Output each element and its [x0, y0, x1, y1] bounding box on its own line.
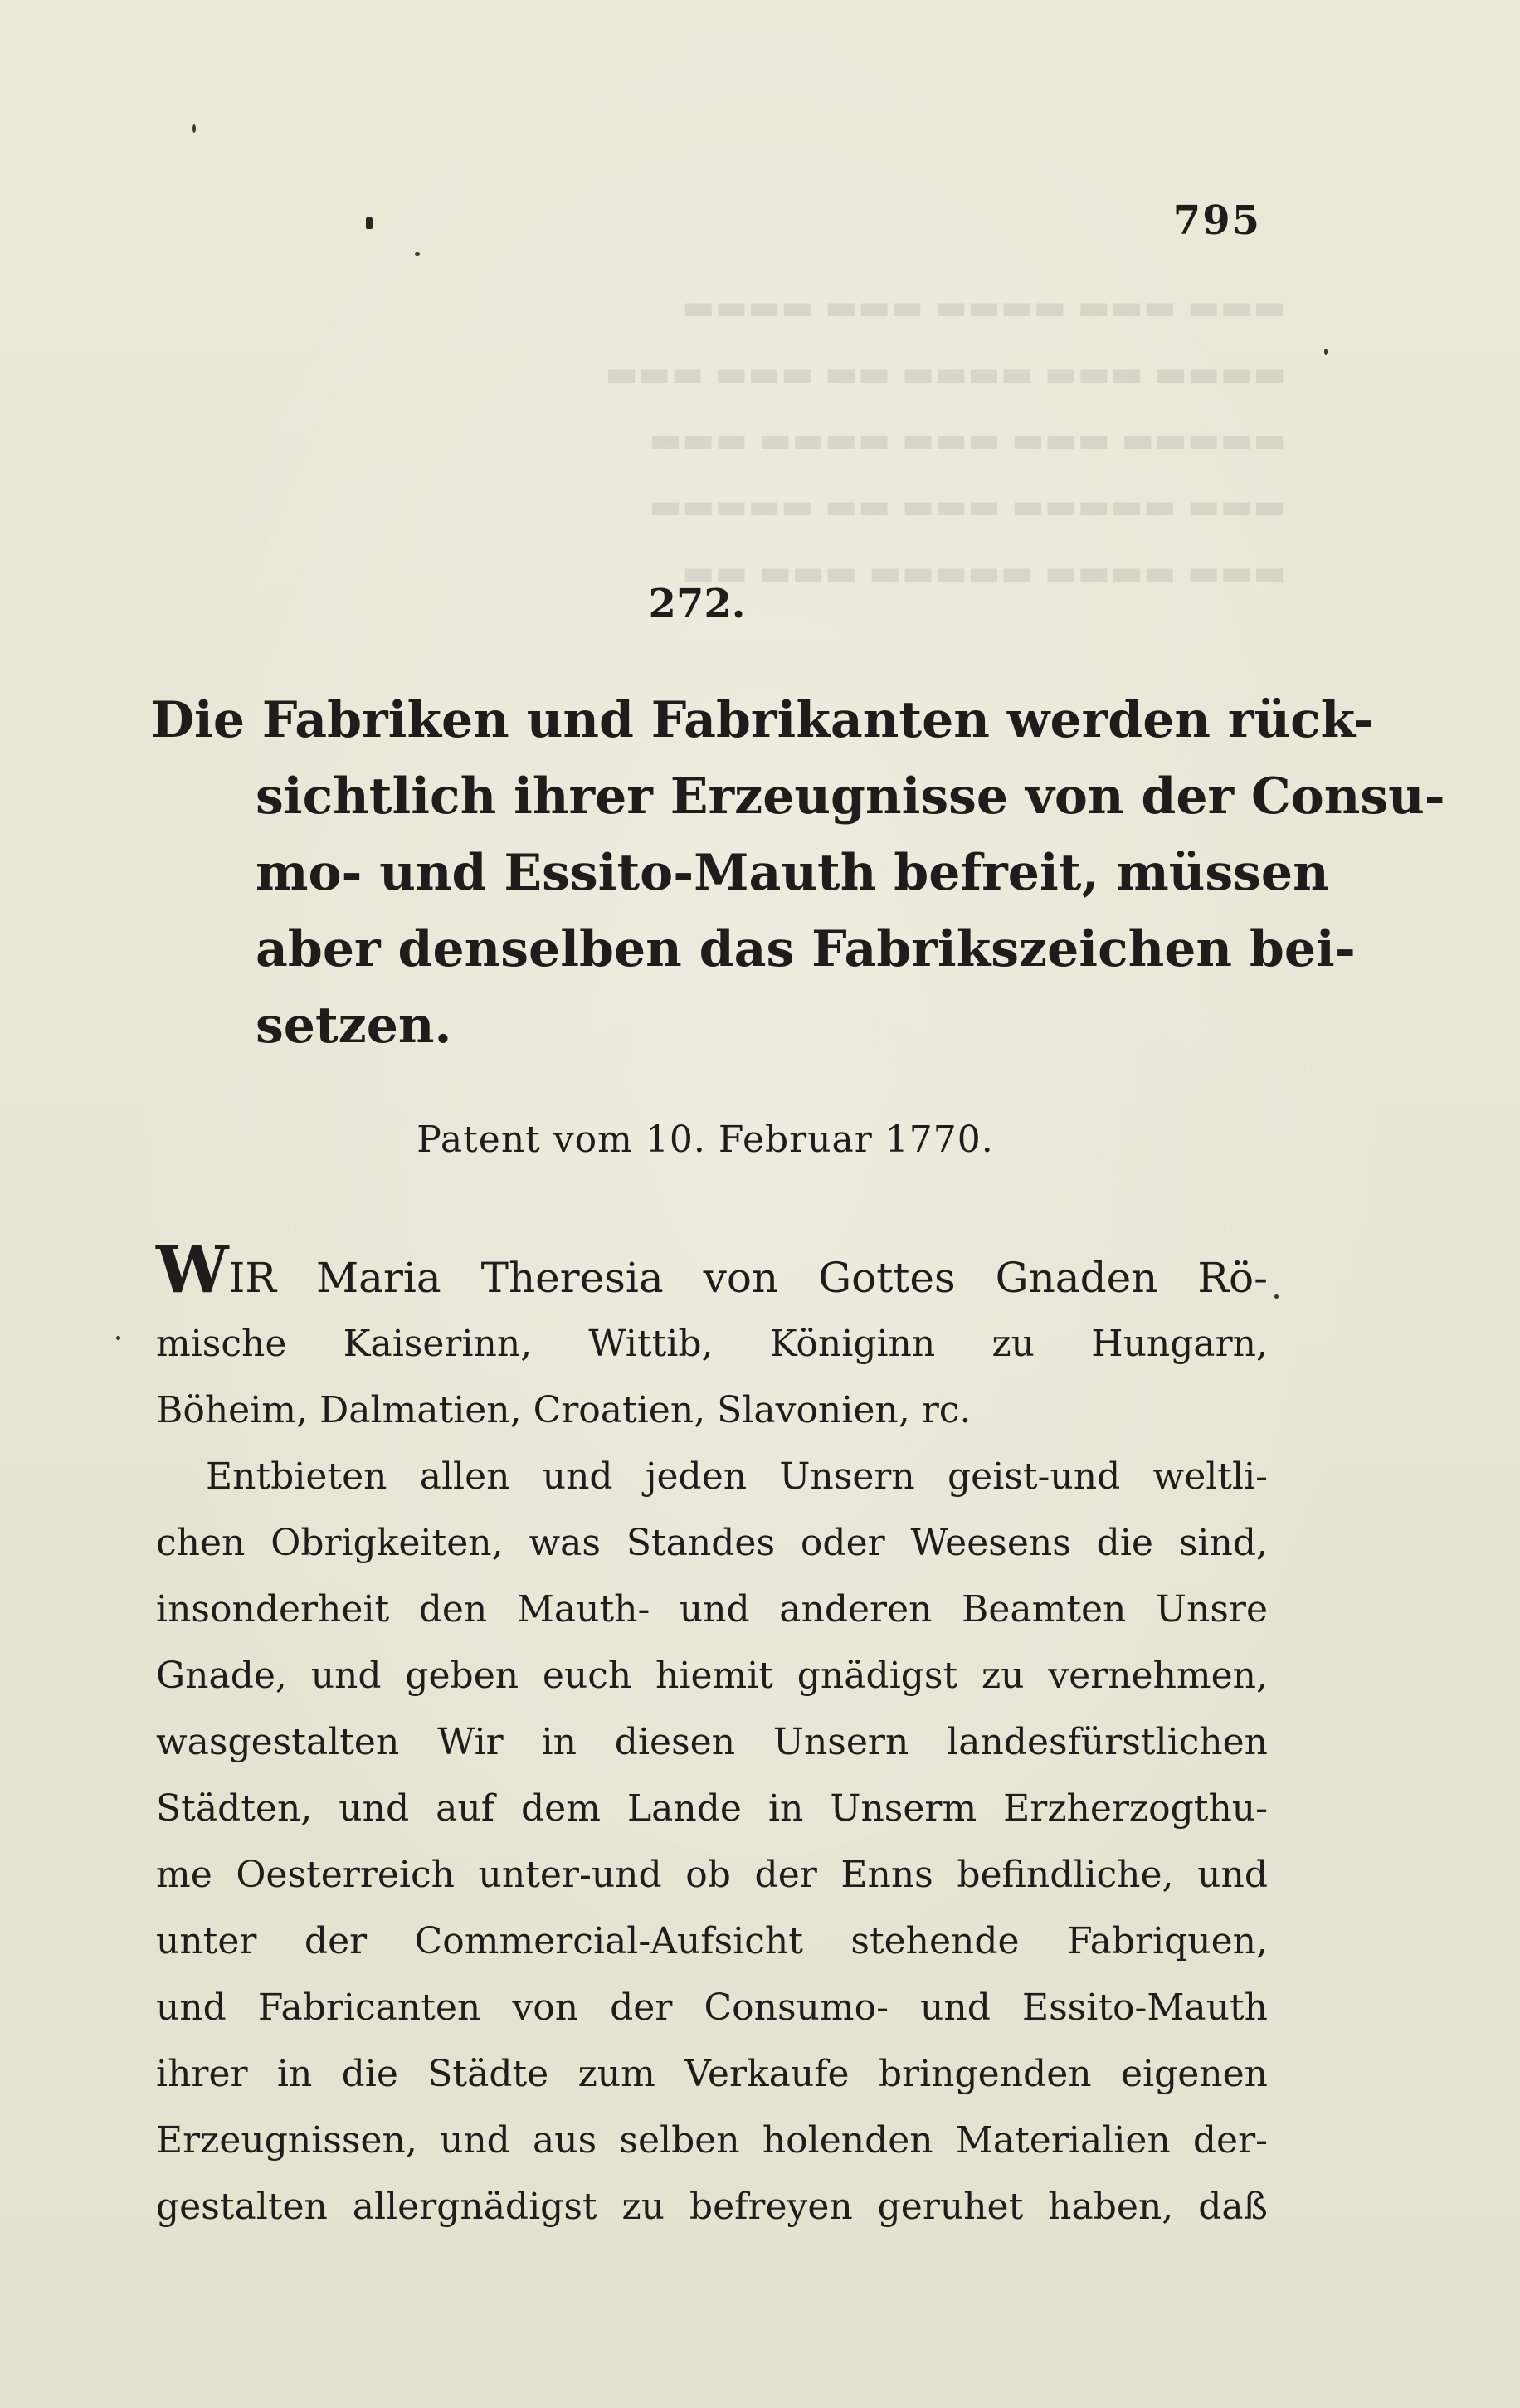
section-number: 272. [648, 581, 746, 627]
body-text [156, 1232, 1268, 2240]
body-line: und Fabricanten von der Consumo- und Essito-Mauth [156, 1986, 1268, 2029]
heading-line: Die Fabriken und Fabrikanten werden rück- [151, 691, 1374, 749]
body-line: unter der Commercial-Aufsicht stehende Fabriquen, [156, 1920, 1268, 1962]
ink-speck [192, 124, 196, 133]
ink-speck [1324, 349, 1328, 355]
ink-speck [1274, 1294, 1279, 1299]
first-line-text: IR Maria Theresia von Gottes Gnaden Rö- [228, 1254, 1268, 1302]
body-first-line [156, 1232, 1268, 1311]
ink-speck [116, 1336, 120, 1340]
body-line: insonderheit den Mauth- und anderen Beamten Unsre [156, 1588, 1268, 1631]
body-line: Gnade, und geben euch hiemit gnädigst zu vernehmen, [156, 1655, 1268, 1697]
body-line: Böheim, Dalmatien, Croatien, Slavonien, rc. [156, 1389, 972, 1431]
drop-cap: W [156, 1232, 229, 1308]
body-line: Erzeugnissen, und aus selben holenden Materialien der- [156, 2119, 1268, 2162]
bleed-through-texture: ▬▬▬ ▬▬▬ ▬▬▬▬ ▬▬▬ ▬▬▬▬ ▬▬▬▬ ▬▬▬ ▬▬▬▬ ▬▬ ▬▬▬ ▬▬▬ ▬▬▬▬▬ ▬▬▬ ▬▬▬ ▬▬▬▬ ▬▬▬ ▬▬▬ ▬▬▬▬▬ ▬▬▬ ▬▬ ▬▬▬▬▬ ▬▬▬ ▬▬▬▬ ▬▬▬▬▬ ▬▬▬ ▬▬ [605, 286, 1286, 592]
heading-line: aber denselben das Fabrikszeichen bei- [256, 920, 1356, 978]
source-citation: Patent vom 10. Februar 1770. [417, 1119, 994, 1161]
body-line: mische Kaiserinn, Wittib, Königinn zu Hungarn, [156, 1323, 1268, 1365]
heading-line: setzen. [256, 997, 452, 1055]
body-line: me Oesterreich unter-und ob der Enns befindliche, und [156, 1854, 1268, 1896]
section-heading [151, 682, 1445, 1064]
ink-speck [415, 252, 420, 256]
header-ink-dot [366, 217, 373, 229]
heading-line: sichtlich ihrer Erzeugnisse von der Consu- [256, 768, 1445, 826]
body-line: gestalten allergnädigst zu befreyen geruhet haben, daß [156, 2186, 1268, 2228]
body-line: chen Obrigkeiten, was Standes oder Weesens die sind, [156, 1522, 1268, 1564]
heading-line: mo- und Essito-Mauth befreit, müssen [256, 844, 1329, 902]
body-line: Entbieten allen und jeden Unsern geist-und weltli- [206, 1455, 1268, 1498]
body-line: ihrer in die Städte zum Verkaufe bringenden eigenen [156, 2053, 1268, 2095]
page-number: 795 [1172, 197, 1261, 244]
body-line: wasgestalten Wir in diesen Unsern landesfürstlichen [156, 1721, 1268, 1763]
body-line: Städten, und auf dem Lande in Unserm Erzherzogthu- [156, 1787, 1268, 1830]
